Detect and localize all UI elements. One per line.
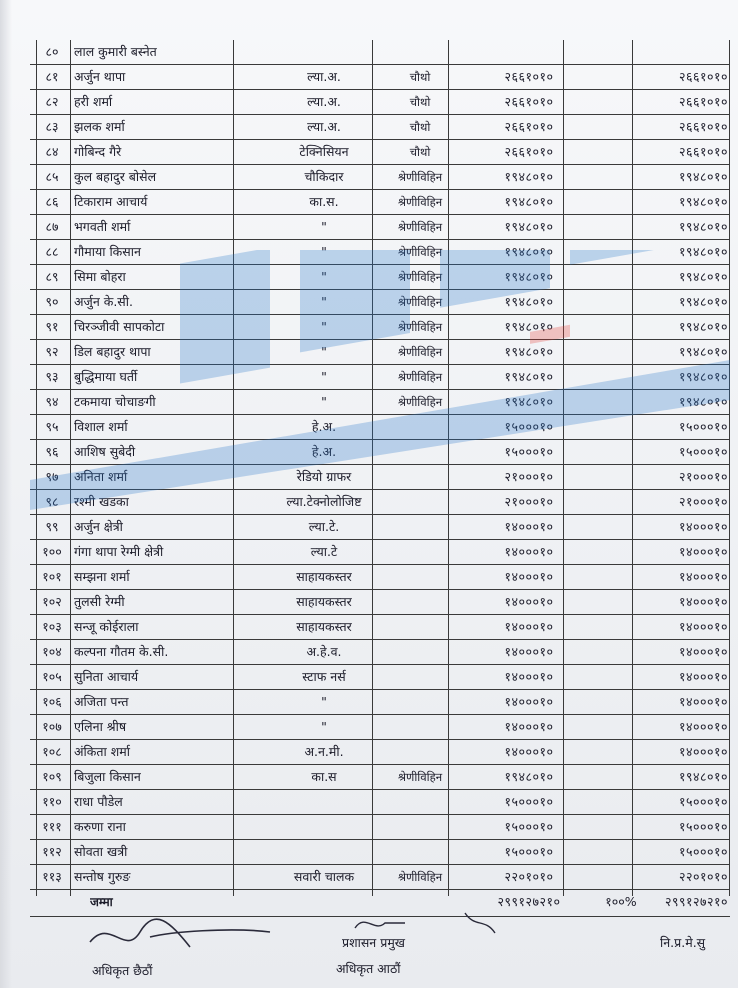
serial-number: १०१ [42,569,62,584]
employee-class [380,840,460,864]
total-amount: १४०००१० [678,694,728,709]
salary-amount: १९४८०१० [504,194,554,209]
employee-post: " [321,319,327,334]
total-amount: १५०००१० [678,819,728,834]
serial-number: ८७ [45,219,59,234]
employee-class [380,440,460,464]
table-row [30,315,730,340]
total-amount: १४०००१० [678,519,728,534]
serial-number: ८३ [45,119,59,134]
employee-class: चौथो [409,145,431,159]
serial-number: ८५ [45,169,59,184]
serial-number: १०० [42,544,62,559]
employee-class: श्रेणीविहिन [397,770,443,784]
total-amount: १९४८०१० [678,369,728,384]
serial-number: १०६ [42,694,62,709]
employee-post: चौकिदार [304,169,344,184]
salary-amount [464,40,594,64]
employee-class: श्रेणीविहिन [397,395,443,409]
table-row [30,515,730,540]
serial-number: १०२ [42,594,62,609]
employee-name: सुनिता आचार्य [74,669,139,684]
employee-post: ल्या.टेक्नोलोजिष्ट [286,494,362,509]
employee-name: बुद्धिमाया घर्ती [74,369,138,384]
employee-class: श्रेणीविहिन [397,870,443,884]
employee-class: श्रेणीविहिन [397,320,443,334]
employee-class [380,790,460,814]
employee-post: अ.हे.व. [306,644,342,659]
total-amount: १९४८०१० [678,244,728,259]
total-amount: १४०००१० [678,744,728,759]
employee-post: अ.न.मी. [304,744,344,759]
employee-post [268,790,380,814]
employee-post: " [321,369,327,384]
total-amount: १५०००१० [678,419,728,434]
salary-amount: १४०००१० [504,644,554,659]
employee-post: ल्या.अ. [307,94,341,109]
total-amount: २६६१०१० [678,144,728,159]
salary-amount: १४०००१० [504,544,554,559]
employee-name: राधा पौडेल [74,794,123,809]
employee-class [380,565,460,589]
employee-class: श्रेणीविहिन [397,170,443,184]
employee-class [380,665,460,689]
serial-number: ९९ [45,519,59,534]
table-row [30,815,730,840]
table-row [30,140,730,165]
employee-post [268,815,380,839]
employee-class: श्रेणीविहिन [397,270,443,284]
employee-name: आशिष सुबेदी [74,444,136,459]
salary-amount: १९४८०१० [504,294,554,309]
employee-post: " [321,244,327,259]
table-row [30,590,730,615]
employee-name: अर्जुन के.सी. [74,294,133,309]
signature-center-title: प्रशासन प्रमुख [342,935,406,950]
salary-amount: २२०१०१० [504,869,554,884]
employee-post: सवारी चालक [293,869,355,884]
table-row [30,115,730,140]
employee-post: रेडियो ग्राफर [296,469,352,484]
employee-name: करुणा राना [74,819,126,834]
employee-name: अर्जुन थापा [74,69,126,84]
employee-class: चौथो [409,70,431,84]
serial-number: ८१ [45,69,59,84]
employee-name: हरी शर्मा [74,94,113,109]
serial-number: ९१ [45,319,59,334]
total-amount: १९४८०१० [678,169,728,184]
employee-class [380,615,460,639]
salary-amount: १९४८०१० [504,169,554,184]
table-row [30,440,730,465]
salary-amount: १४०००१० [504,519,554,534]
table-row [30,765,730,790]
employee-name: तुलसी रेग्मी [74,594,125,609]
employee-name: गोबिन्द गैरे [74,144,122,159]
employee-name: सन्जू कोईराला [74,619,139,634]
employee-class [380,640,460,664]
employee-name: अजिता पन्त [74,694,129,709]
total-amount: १४०००१० [678,619,728,634]
employee-name: चिरञ्जीवी सापकोटा [74,319,165,334]
employee-post: साहायकस्तर [296,569,352,584]
table-row [30,790,730,815]
total-amount: १५०००१० [678,844,728,859]
employee-name: लाल कुमारी बस्नेत [74,44,157,59]
employee-post: ल्या.टे [310,544,338,559]
employee-post [268,40,380,64]
salary-amount: १५०००१० [504,844,554,859]
total-amount: १४०००१० [678,644,728,659]
salary-amount: १९४८०१० [504,244,554,259]
salary-amount: २६६१०१० [504,144,554,159]
salary-amount: १४०००१० [504,694,554,709]
employee-post: ल्या.अ. [307,69,341,84]
employee-post: " [321,694,327,709]
serial-number: १०५ [42,669,62,684]
salary-amount: २६६१०१० [504,94,554,109]
table-row [30,415,730,440]
salary-amount: १४०००१० [504,569,554,584]
total-amount: १९४८०१० [678,769,728,784]
employee-class: श्रेणीविहिन [397,345,443,359]
employee-post: ल्या.टे. [308,519,340,534]
employee-post: हे.अ. [311,444,337,459]
salary-amount: १९४८०१० [504,269,554,284]
table-row [30,190,730,215]
employee-name: झलक शर्मा [74,119,125,134]
table-row [30,690,730,715]
employee-name: कल्पना गौतम के.सी. [74,644,169,659]
employee-class [380,490,460,514]
total-amount [638,40,728,64]
salary-amount: १९४८०१० [504,369,554,384]
serial-number: १०४ [42,644,62,659]
salary-amount: १९४८०१० [504,319,554,334]
serial-number: १०३ [42,619,62,634]
employee-name: अनिता शर्मा [74,469,128,484]
employee-name: अंकिता शर्मा [74,744,130,759]
total-amount: १९४८०१० [678,219,728,234]
left-signature-icon [80,912,280,962]
totals-total: २९९१२७२१० [664,894,728,909]
serial-number: ९७ [45,469,59,484]
serial-number: ९४ [45,394,59,409]
table-row [30,165,730,190]
table-row [30,290,730,315]
salary-table [30,40,730,917]
serial-number: ९३ [45,369,59,384]
employee-class [380,515,460,539]
employee-class [380,540,460,564]
table-row [30,740,730,765]
salary-amount: १५०००१० [504,419,554,434]
employee-name: कुल बहादुर बोसेल [74,169,157,184]
total-amount: १४०००१० [678,594,728,609]
employee-name: रश्मी खडका [74,494,129,509]
employee-class: श्रेणीविहिन [397,245,443,259]
employee-class [380,590,460,614]
employee-class: श्रेणीविहिन [397,195,443,209]
table-row [30,665,730,690]
employee-name: टिकाराम आचार्य [74,194,148,209]
employee-name: भगवती शर्मा [74,219,131,234]
employee-name: सिमा बोहरा [74,269,126,284]
serial-number: ९० [45,294,59,309]
table-row [30,340,730,365]
totals-salary: २९९१२७२१० [497,894,561,909]
salary-amount: १५०००१० [504,819,554,834]
salary-amount: २६६१०१० [504,119,554,134]
totals-label: जम्मा [90,895,113,909]
serial-number: ८८ [45,244,59,259]
employee-class: चौथो [409,120,431,134]
table-row [30,40,730,65]
employee-name: बिजुला किसान [74,769,141,784]
employee-post: टेक्निसियन [299,144,349,159]
employee-class [380,715,460,739]
salary-amount: १९४८०१० [504,219,554,234]
serial-number: ९६ [45,444,59,459]
table-row [30,265,730,290]
employee-post: " [321,344,327,359]
employee-post: " [321,394,327,409]
total-amount: १४०००१० [678,719,728,734]
salary-amount: १४०००१० [504,594,554,609]
employee-post: स्टाफ नर्स [302,669,346,684]
serial-number: १०७ [42,719,62,734]
total-amount: २१०००१० [678,469,728,484]
employee-name: सन्तोष गुरुङ [74,869,131,884]
employee-class [380,740,460,764]
total-amount: २१०००१० [678,494,728,509]
employee-name: अर्जुन क्षेत्री [74,519,123,534]
employee-post [268,840,380,864]
employee-class [380,465,460,489]
table-row [30,465,730,490]
total-amount: १९४८०१० [678,319,728,334]
total-amount: १९४८०१० [678,194,728,209]
serial-number: ११३ [42,869,62,884]
employee-class: श्रेणीविहिन [397,220,443,234]
table-row [30,865,730,890]
total-amount: १५०००१० [678,794,728,809]
employee-post: " [321,219,327,234]
serial-number: ८९ [45,269,59,284]
serial-number: ८० [45,44,59,59]
total-amount: १९४८०१० [678,294,728,309]
total-amount: १४०००१० [678,544,728,559]
salary-amount: १४०००१० [504,744,554,759]
employee-name: डिल बहादुर थापा [74,344,151,359]
table-row [30,365,730,390]
serial-number: ८४ [45,144,59,159]
employee-class: श्रेणीविहिन [397,295,443,309]
table-row [30,715,730,740]
table-row [30,615,730,640]
employee-name: गंगा थापा रेग्मी क्षेत्री [74,544,164,559]
serial-number: १०९ [42,769,62,784]
salary-amount: १४०००१० [504,619,554,634]
signature-right-title: नि.प्र.मे.सु [660,935,706,950]
employee-post: " [321,294,327,309]
employee-post: का.स. [309,194,339,209]
table-row [30,640,730,665]
employee-post: " [321,269,327,284]
table-row [30,840,730,865]
serial-number: ११० [42,794,62,809]
serial-number: ९५ [45,419,59,434]
table-row [30,240,730,265]
total-amount: १४०००१० [678,569,728,584]
employee-post: साहायकस्तर [296,619,352,634]
employee-class: चौथो [409,95,431,109]
salary-amount: १५०००१० [504,794,554,809]
employee-name: एलिना श्रीष [74,719,127,734]
total-amount: १९४८०१० [678,269,728,284]
table-row [30,390,730,415]
employee-name: विशाल शर्मा [74,419,128,434]
salary-amount: १४०००१० [504,719,554,734]
total-amount: २२०१०१० [678,869,728,884]
table-row [30,490,730,515]
employee-name: सम्झना शर्मा [74,569,130,584]
total-amount: २६६१०१० [678,119,728,134]
table-row [30,540,730,565]
employee-post: " [321,719,327,734]
employee-name: टकमाया चोचाङगी [74,394,156,409]
employee-post: साहायकस्तर [296,594,352,609]
page-margin-shadow [0,0,12,988]
employee-name: गौमाया किसान [74,244,141,259]
serial-number: ९२ [45,344,59,359]
employee-class [380,690,460,714]
total-amount: २६६१०१० [678,94,728,109]
serial-number: ८६ [45,194,59,209]
serial-number: १०८ [42,744,62,759]
serial-number: ११२ [42,844,62,859]
employee-post: ल्या.अ. [307,119,341,134]
employee-class [380,40,460,64]
salary-amount: १९४८०१० [504,394,554,409]
salary-amount: १९४८०१० [504,769,554,784]
totals-percent: १००% [605,894,637,909]
salary-amount: १९४८०१० [504,344,554,359]
serial-number: १११ [42,819,62,834]
salary-amount: १४०००१० [504,669,554,684]
salary-amount: २१०००१० [504,469,554,484]
total-amount: २६६१०१० [678,69,728,84]
table-row [30,215,730,240]
employee-class: श्रेणीविहिन [397,370,443,384]
total-amount: १९४८०१० [678,394,728,409]
serial-number: ८२ [45,94,59,109]
employee-post: का.स [311,769,337,784]
total-amount: १९४८०१० [678,344,728,359]
salary-amount: २१०००१० [504,494,554,509]
total-amount: १४०००१० [678,669,728,684]
signature-center-subtitle: अधिकृत आठौं [336,961,401,976]
employee-name: सोवता खत्री [74,844,128,859]
employee-post: हे.अ. [311,419,337,434]
table-row [30,90,730,115]
salary-amount: २६६१०१० [504,69,554,84]
table-body [30,40,730,890]
employee-class [380,415,460,439]
salary-amount: १५०००१० [504,444,554,459]
table-row [30,65,730,90]
table-row [30,565,730,590]
employee-class [380,815,460,839]
total-amount: १५०००१० [678,444,728,459]
serial-number: ९८ [45,494,59,509]
signature-left-title: अधिकृत छैठौं [92,963,153,978]
